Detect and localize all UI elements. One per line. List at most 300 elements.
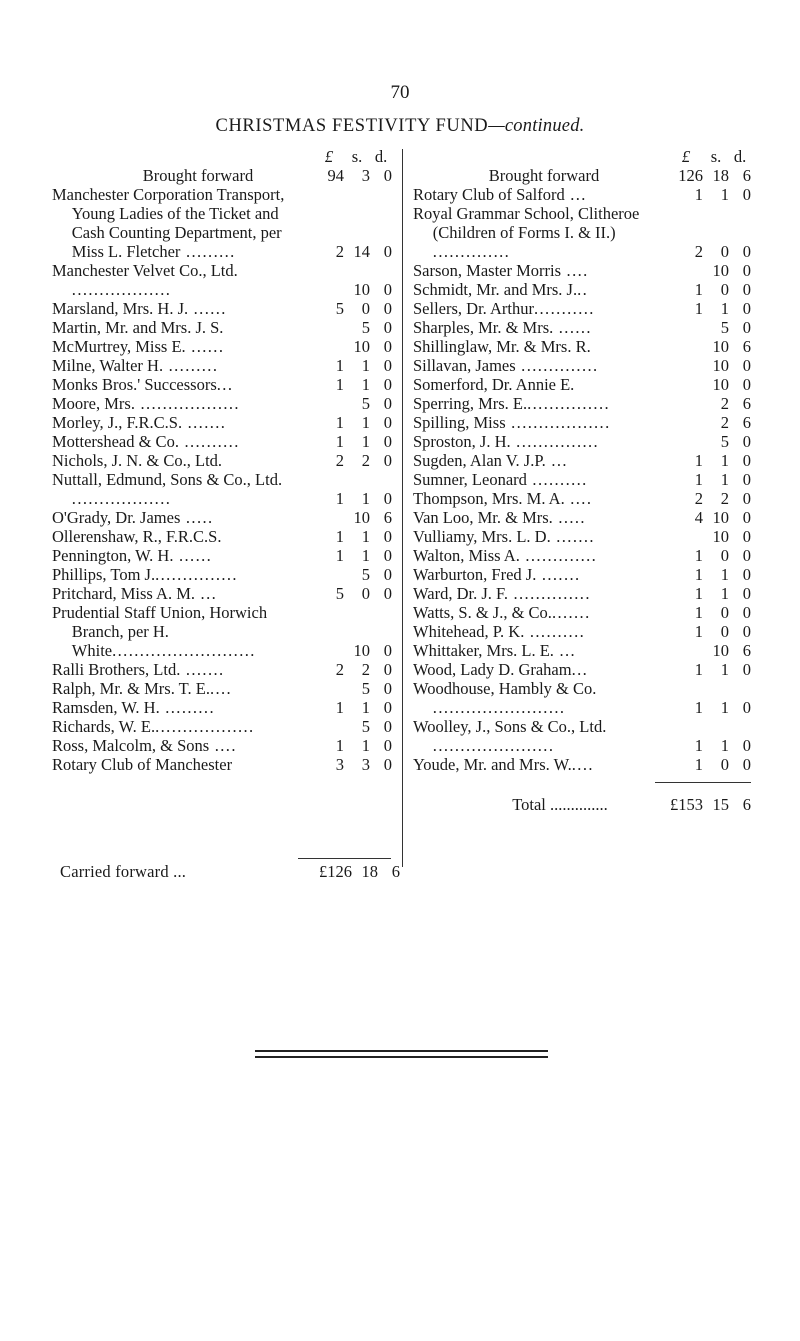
amount-shillings: 2 — [720, 413, 729, 432]
amount-pence: 0 — [383, 375, 392, 394]
amount-pounds — [314, 679, 344, 698]
amount-pounds: 4 — [694, 508, 703, 527]
amount-pence: 0 — [742, 489, 751, 508]
dot-leader: .... — [561, 261, 589, 280]
amount-pounds — [669, 394, 703, 413]
pence-header: d. — [733, 147, 747, 166]
amount-pounds: 1 — [335, 527, 344, 546]
amount-pounds — [314, 394, 344, 413]
donor-name — [413, 280, 669, 299]
amount-pounds — [314, 565, 344, 584]
amount-shillings: 5 — [361, 318, 370, 337]
donation-row — [52, 299, 392, 318]
amount-pounds: 1 — [694, 603, 703, 622]
donation-row — [413, 584, 751, 603]
donor-name — [413, 299, 669, 318]
amount-pounds: 1 — [694, 755, 703, 774]
donation-row — [52, 394, 392, 413]
amount-pence: 0 — [742, 565, 751, 584]
amount-pence: 0 — [383, 242, 392, 261]
amount-pence: 0 — [742, 432, 751, 451]
amount-pence: 0 — [383, 280, 392, 299]
amount-pence: 0 — [383, 318, 392, 337]
amount-shillings: 2 — [720, 394, 729, 413]
donation-row — [413, 717, 751, 755]
donor-name-text: Royal Grammar School, Clitheroe (Children of Forms I. & II.) — [413, 204, 640, 242]
amount-shillings: 10 — [712, 641, 729, 660]
amount-shillings: 2 — [361, 660, 370, 679]
donor-name-text: Woolley, J., Sons & Co., Ltd. — [413, 717, 607, 736]
amount-pounds — [669, 413, 703, 432]
donation-row — [413, 394, 751, 413]
amount-pence: 0 — [383, 337, 392, 356]
amount-shillings: 0 — [720, 603, 729, 622]
dot-leader: .................. — [134, 394, 240, 413]
dot-leader: ..... — [552, 508, 586, 527]
amount-shillings: 0 — [720, 755, 729, 774]
donor-name — [413, 356, 669, 375]
donation-row — [413, 261, 751, 280]
carried-forward-rule — [298, 858, 391, 859]
amount-shillings: 1 — [361, 546, 370, 565]
brought-forward-label: Brought forward — [488, 166, 600, 185]
donation-row — [413, 679, 751, 717]
donation-row — [52, 679, 392, 698]
amount-pounds: 1 — [694, 698, 703, 717]
amount-shillings: 1 — [720, 565, 729, 584]
donor-name — [52, 318, 314, 337]
donor-name — [413, 261, 669, 280]
donation-row — [52, 470, 392, 508]
donor-name — [413, 527, 669, 546]
donor-name — [52, 736, 314, 755]
donor-name-text: Martin, Mr. and Mrs. J. S. — [52, 318, 224, 337]
donor-name — [413, 375, 669, 394]
donation-row — [52, 337, 392, 356]
currency-header — [52, 147, 392, 166]
heading-continued: —continued. — [488, 116, 585, 136]
donation-row — [52, 508, 392, 527]
amount-pence: 0 — [742, 736, 751, 755]
dot-leader: ... — [195, 584, 218, 603]
amount-pence: 0 — [742, 508, 751, 527]
donation-row — [413, 489, 751, 508]
donation-row — [52, 432, 392, 451]
donor-name-text: Manchester Velvet Co., Ltd. — [52, 261, 238, 280]
amount-shillings: 18 — [712, 166, 729, 185]
donation-row — [52, 546, 392, 565]
amount-pounds: 1 — [694, 546, 703, 565]
amount-pence: 0 — [383, 489, 392, 508]
amount-shillings: 1 — [361, 375, 370, 394]
amount-pence: 0 — [383, 432, 392, 451]
dot-leader: ............. — [519, 546, 598, 565]
amount-shillings: 10 — [353, 337, 370, 356]
amount-pounds: 1 — [694, 622, 703, 641]
donor-name — [413, 432, 669, 451]
donation-row — [413, 413, 751, 432]
donor-name-text: Pritchard, Miss A. M. — [52, 584, 196, 603]
donation-row — [413, 280, 751, 299]
amount-shillings: 5 — [361, 565, 370, 584]
amount-shillings: 1 — [361, 356, 370, 375]
amount-shillings: 15 — [712, 795, 729, 814]
donor-name — [52, 375, 314, 394]
donor-name — [52, 432, 314, 451]
donor-name — [52, 660, 314, 679]
donation-row — [52, 736, 392, 755]
donor-name — [413, 489, 669, 508]
amount-pounds: £153 — [670, 795, 703, 814]
donor-name-text: Whittaker, Mrs. L. E. — [413, 641, 554, 660]
donor-name — [52, 546, 314, 565]
donor-name-text: Spilling, Miss — [413, 413, 506, 432]
donor-name-text: Ward, Dr. J. F. — [413, 584, 508, 603]
dot-leader: ....... — [551, 603, 591, 622]
amount-pence: 0 — [383, 584, 392, 603]
donor-name-text: Van Loo, Mr. & Mrs. — [413, 508, 553, 527]
dot-leader: ..... — [180, 508, 214, 527]
amount-pence: 0 — [742, 546, 751, 565]
donor-name-text: Vulliamy, Mrs. L. D. — [413, 527, 551, 546]
donor-name — [413, 622, 669, 641]
donor-name-text: Rotary Club of Salford — [413, 185, 565, 204]
amount-shillings: 1 — [720, 584, 729, 603]
amount-pounds — [314, 318, 344, 337]
amount-pence: 0 — [742, 603, 751, 622]
amount-shillings: 5 — [361, 717, 370, 736]
donation-row — [52, 565, 392, 584]
amount-pounds — [314, 717, 344, 736]
amount-pence: 6 — [742, 337, 751, 356]
donor-name-text: Sugden, Alan V. J.P. — [413, 451, 546, 470]
donor-name — [52, 413, 314, 432]
donor-name-text: Sperring, Mrs. E. — [413, 394, 528, 413]
donation-row — [52, 698, 392, 717]
amount-pence: 0 — [383, 717, 392, 736]
amount-pounds: 1 — [694, 280, 703, 299]
amount-shillings: 5 — [361, 394, 370, 413]
amount-shillings: 1 — [720, 185, 729, 204]
dot-leader: ... — [553, 641, 577, 660]
amount-pounds: 5 — [335, 299, 344, 318]
dot-leader: .................. — [155, 717, 255, 736]
donor-name — [413, 717, 669, 755]
dot-leader: .... — [209, 736, 237, 755]
amount-pounds: 1 — [335, 375, 344, 394]
amount-shillings: 1 — [361, 698, 370, 717]
amount-pounds: 1 — [694, 736, 703, 755]
donor-name-text: Sellers, Dr. Arthur — [413, 299, 534, 318]
dot-leader: .... — [209, 679, 233, 698]
donor-name — [52, 717, 314, 736]
amount-pounds: 5 — [335, 584, 344, 603]
amount-pounds: 1 — [335, 356, 344, 375]
donation-row — [413, 185, 751, 204]
amount-pence: 0 — [742, 299, 751, 318]
donor-name-text: Nichols, J. N. & Co., Ltd. — [52, 451, 223, 470]
brought-forward-row — [52, 166, 392, 185]
dot-leader: ... — [545, 451, 568, 470]
donor-name — [413, 584, 669, 603]
amount-pence: 6 — [742, 394, 751, 413]
amount-pence: 0 — [742, 242, 751, 261]
amount-pounds: 3 — [335, 755, 344, 774]
donor-name-text: Ralli Brothers, Ltd. — [52, 660, 181, 679]
dot-leader: .............. — [432, 242, 511, 261]
amount-shillings: 14 — [353, 242, 370, 261]
donor-name-text: Rotary Club of Manchester — [52, 755, 233, 774]
donor-name-text: Mottershead & Co. — [52, 432, 179, 451]
amount-pounds — [669, 318, 703, 337]
dot-leader: ......... — [163, 356, 219, 375]
amount-shillings: 3 — [361, 755, 370, 774]
amount-shillings: 10 — [353, 508, 370, 527]
dot-leader: .......... — [526, 470, 588, 489]
dot-leader: .................. — [71, 280, 172, 299]
donor-name — [52, 755, 314, 774]
brought-forward-row — [413, 166, 751, 185]
donor-name — [52, 261, 314, 299]
amount-pounds: 1 — [335, 489, 344, 508]
donation-list — [52, 185, 392, 774]
amount-shillings: 0 — [361, 299, 370, 318]
donation-row — [413, 660, 751, 679]
donor-name — [52, 337, 314, 356]
amount-pence: 0 — [383, 356, 392, 375]
amount-pounds: 2 — [694, 242, 703, 261]
amount-pence: 0 — [742, 375, 751, 394]
amount-pence: 0 — [742, 660, 751, 679]
amount-pence: 0 — [742, 584, 751, 603]
dot-leader: .................. — [505, 413, 611, 432]
donation-row — [413, 375, 751, 394]
amount-pounds — [314, 337, 344, 356]
donor-name-text: Sproston, J. H. — [413, 432, 511, 451]
amount-pence: 0 — [383, 394, 392, 413]
donor-name-text: Marsland, Mrs. H. J. — [52, 299, 189, 318]
amount-pounds: 1 — [694, 299, 703, 318]
total-label: Total .............. — [512, 795, 608, 814]
amount-shillings: 10 — [712, 375, 729, 394]
donation-row — [52, 717, 392, 736]
amount-pounds: 1 — [694, 584, 703, 603]
dot-leader: ........... — [534, 299, 595, 318]
donor-name-text: Ralph, Mr. & Mrs. T. E. — [52, 679, 210, 698]
donor-name-text: Sarson, Master Morris — [413, 261, 562, 280]
amount-pounds — [669, 356, 703, 375]
donor-name — [413, 679, 669, 717]
amount-pounds — [669, 261, 703, 280]
donor-name — [52, 508, 314, 527]
donation-row — [413, 603, 751, 622]
amount-pence: 0 — [383, 166, 392, 185]
carried-forward-label: Carried forward ... — [60, 862, 187, 881]
amount-shillings: 1 — [720, 470, 729, 489]
amount-pence: 0 — [383, 736, 392, 755]
amount-pence: 6 — [742, 166, 751, 185]
donor-name-text: Prudential Staff Union, Horwich Branch, per H. White — [52, 603, 268, 660]
donor-name — [413, 641, 669, 660]
amount-pounds: 1 — [335, 546, 344, 565]
amount-pounds: 1 — [335, 698, 344, 717]
donor-name-text: Sumner, Leonard — [413, 470, 527, 489]
donation-row — [52, 527, 392, 546]
amount-pounds: 126 — [678, 166, 703, 185]
donation-row — [413, 565, 751, 584]
donor-name-text: Phillips, Tom J. — [52, 565, 156, 584]
donor-name — [52, 470, 314, 508]
amount-pence: 6 — [383, 508, 392, 527]
donor-name-text: Milne, Walter H. — [52, 356, 164, 375]
amount-shillings: 1 — [720, 660, 729, 679]
amount-shillings: 1 — [720, 299, 729, 318]
amount-pence: 0 — [383, 451, 392, 470]
donor-name — [52, 679, 314, 698]
amount-shillings: 10 — [712, 356, 729, 375]
dot-leader: ............... — [527, 394, 610, 413]
amount-pounds — [669, 432, 703, 451]
donor-name-text: Ramsden, W. H. — [52, 698, 160, 717]
donation-row — [413, 622, 751, 641]
donor-name-text: Manchester Corporation Transport, Young Ladies of the Ticket and Cash Counting Department, per Miss L. Fletcher — [52, 185, 285, 261]
donor-name — [52, 527, 314, 546]
amount-pence: 0 — [742, 527, 751, 546]
amount-shillings: 0 — [720, 280, 729, 299]
donor-name — [413, 565, 669, 584]
dot-leader: ....... — [180, 660, 225, 679]
amount-pounds: 1 — [694, 470, 703, 489]
amount-pounds — [314, 641, 344, 660]
donation-row — [52, 660, 392, 679]
amount-pounds — [314, 508, 344, 527]
amount-pence: 0 — [383, 641, 392, 660]
amount-shillings: 1 — [361, 489, 370, 508]
donor-name-text: Somerford, Dr. Annie E. — [413, 375, 575, 394]
donation-row — [413, 508, 751, 527]
donor-name-text: Whitehead, P. K. — [413, 622, 525, 641]
amount-shillings: 5 — [720, 318, 729, 337]
donor-name — [413, 413, 669, 432]
dot-leader: ...... — [185, 337, 225, 356]
pounds-header: £ — [681, 147, 691, 166]
donor-name-text: Schmidt, Mr. and Mrs. J. — [413, 280, 578, 299]
pence-header: d. — [374, 147, 388, 166]
donor-name — [413, 337, 669, 356]
donation-row — [413, 204, 751, 261]
donor-name — [413, 755, 669, 774]
amount-shillings: 0 — [361, 584, 370, 603]
donor-name — [413, 603, 669, 622]
donation-row — [52, 755, 392, 774]
donor-name-text: Walton, Miss A. — [413, 546, 520, 565]
donor-name — [413, 394, 669, 413]
donor-name-text: Richards, W. E. — [52, 717, 156, 736]
donor-name-text: Woodhouse, Hambly & Co. — [413, 679, 597, 698]
amount-pounds: 2 — [335, 451, 344, 470]
amount-shillings: 10 — [353, 641, 370, 660]
amount-pence: 0 — [383, 299, 392, 318]
amount-pence: 0 — [742, 318, 751, 337]
amount-pounds: 1 — [335, 736, 344, 755]
donor-name-text: Thompson, Mrs. M. A. — [413, 489, 565, 508]
amount-shillings: 0 — [720, 546, 729, 565]
dot-leader: ............... — [155, 565, 238, 584]
amount-shillings: 0 — [720, 242, 729, 261]
donor-name-text: O'Grady, Dr. James — [52, 508, 181, 527]
dot-leader: .................. — [71, 489, 172, 508]
dot-leader: ... — [571, 660, 589, 679]
dot-leader: ....... — [550, 527, 595, 546]
donor-name-text: Youde, Mr. and Mrs. W. — [413, 755, 572, 774]
donor-name-text: Sharples, Mr. & Mrs. — [413, 318, 554, 337]
amount-pence: 0 — [742, 470, 751, 489]
donor-name-text: Wood, Lady D. Graham — [413, 660, 572, 679]
donation-row — [413, 299, 751, 318]
dot-leader: ........................ — [432, 698, 566, 717]
amount-shillings: 1 — [361, 432, 370, 451]
donor-name — [52, 394, 314, 413]
page-heading — [0, 116, 800, 137]
donor-name — [52, 584, 314, 603]
amount-shillings: 10 — [353, 280, 370, 299]
amount-pence: 0 — [742, 622, 751, 641]
donor-name — [413, 470, 669, 489]
amount-shillings: 10 — [712, 527, 729, 546]
donor-name-text: Sillavan, James — [413, 356, 516, 375]
donor-name — [52, 356, 314, 375]
page-number: 70 — [390, 82, 410, 103]
brought-forward-label: Brought forward — [142, 166, 254, 185]
amount-shillings: 10 — [712, 261, 729, 280]
donor-name — [413, 508, 669, 527]
amount-pounds — [669, 527, 703, 546]
dot-leader: ...... — [553, 318, 592, 337]
donation-row — [52, 375, 392, 394]
dot-leader: .......... — [178, 432, 240, 451]
dot-leader: ... — [564, 185, 587, 204]
dot-leader: .... — [564, 489, 593, 508]
donation-row — [52, 185, 392, 261]
donation-row — [413, 451, 751, 470]
donation-row — [52, 318, 392, 337]
shillings-header: s. — [710, 147, 722, 166]
amount-shillings: 5 — [720, 432, 729, 451]
amount-pence: 6 — [742, 413, 751, 432]
currency-header — [413, 147, 751, 166]
amount-pounds: £126 — [319, 862, 352, 881]
amount-pence: 0 — [742, 451, 751, 470]
amount-pence: 0 — [383, 527, 392, 546]
dot-leader: ...... — [173, 546, 213, 565]
amount-shillings: 1 — [361, 413, 370, 432]
donor-name-text: Monks Bros.' Successors — [52, 375, 217, 394]
amount-pence: 6 — [742, 641, 751, 660]
amount-pence: 0 — [383, 660, 392, 679]
carried-forward-row — [60, 862, 400, 881]
dot-leader: ......... — [159, 698, 215, 717]
amount-pounds: 1 — [694, 565, 703, 584]
donor-name-text: Pennington, W. H. — [52, 546, 174, 565]
donor-name — [413, 451, 669, 470]
donor-name — [52, 603, 314, 660]
amount-pence: 0 — [742, 185, 751, 204]
amount-pence: 0 — [742, 698, 751, 717]
amount-pounds: 2 — [335, 660, 344, 679]
donation-row — [52, 451, 392, 470]
amount-pounds: 1 — [694, 185, 703, 204]
dot-leader: ... — [216, 375, 234, 394]
